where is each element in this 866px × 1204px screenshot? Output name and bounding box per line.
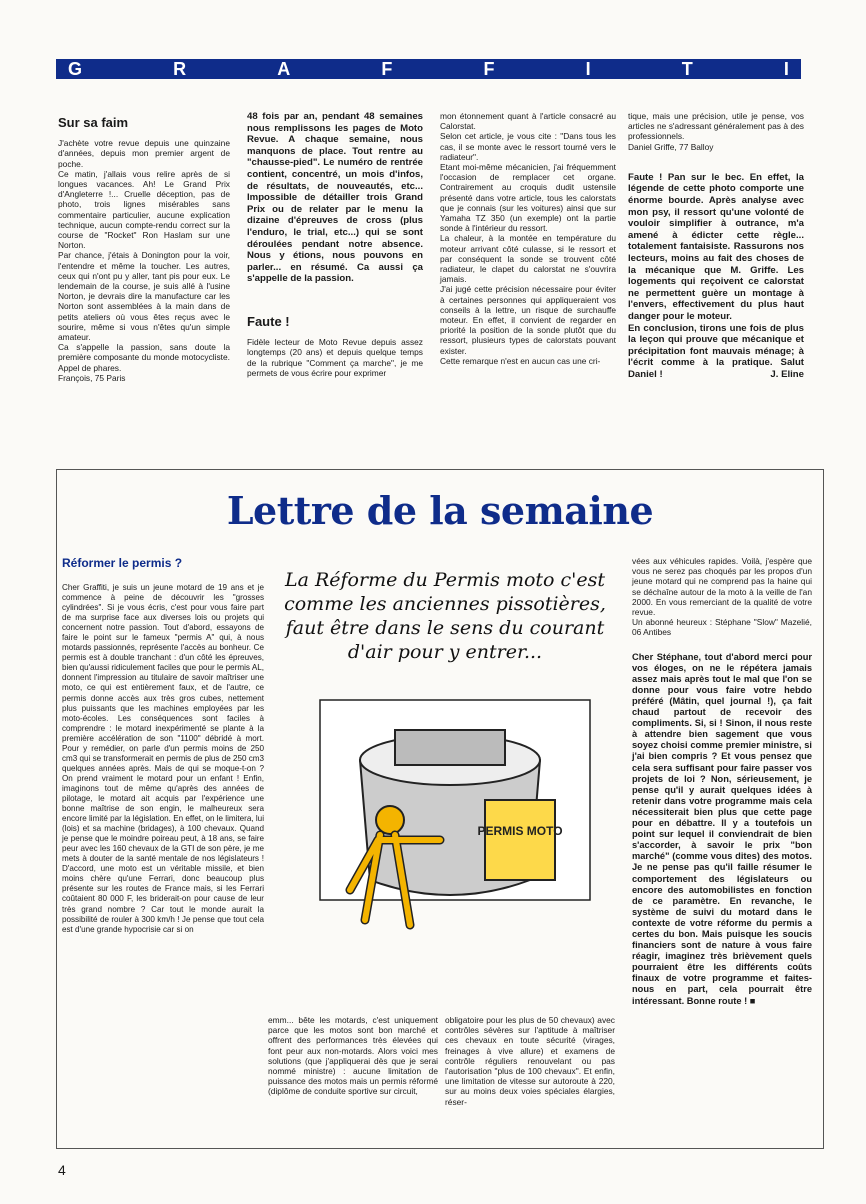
lettre-column-2 [268, 1015, 438, 1097]
lettre-column-1 [62, 583, 264, 935]
editor-signature: J. Eline [770, 368, 804, 380]
cartoon-illustration [300, 690, 600, 970]
lettre-column-4 [632, 556, 812, 1007]
paragraph: La chaleur, à la montée en température du moteur arrivant côté culasse, si le ressort et par conséquent la sonde se trouvent côté radiateur, le clapet du calorstat ne s'ouvrira jamais. [440, 233, 616, 285]
banner-letter: T [681, 58, 693, 79]
signature: Daniel Griffe, 77 Balloy [628, 141, 714, 152]
top-column-2 [247, 111, 423, 378]
paragraph: Cher Graffiti, je suis un jeune motard de 19 ans et je commence à peine de découvrir les "grosses cylindrées". Si je vous écris, c'est pour vous faire part de ma surprise face aux diverses lois ou projets qui concernent notre passion. Tout d'abord, essayons de faire le point sur le fameux "permis A" qui, à nous motards passionnés, représente l'accès au bonheur. Ce permis est à double tranchant : d'un côté les épreuves, bien qu'aussi ridiculement faciles que pour le permis AL, donnent l'impression au titulaire de savoir maîtriser une moto, ce qui est entièrement faux, et de l'autre, ce permis donne accès aux très gros cubes, nettement plus puissants que les machines employées par les moto-écoles. Les conséquences sont faciles à comprendre : le motard inexpérimenté se plante à la première accélération de son "1100" débridé à mort. Pour y remédier, on parle d'un permis moins de 250 cm3 qui se transformerait en permis de plus de 250 cm3 quelques années après. Mais de qui se moque-t-on ? On prend vraiment le motard pour un enfant ! Enfin, imaginons tout de même qu'après des années de pilotage, le motard ait acquis par l'expérience une bonne maîtrise de son engin, le malheureux sera encore limité par la législation. En effet, on le limitera, lui (lois) et sa machine (bridages), à 100 chevaux. Quand je pense que le moindre poireau peut, à 18 ans, se faire peur avec les 160 chevaux de la GTI de son père, je me mets à douter de la santé mentale de nos législateurs ! D'accord, une moto est un véritable missile, et bien moins chère qu'une Ferrari, donc beaucoup plus présente sur les routes de France mais, si les Ferrari coûtaient 80 000 F, les briderait-on pour cause de leur très grand nombre ? Car tout le monde aurait la possibilité de rouler à 300 km/h ! Je pense que tout cela est d'une grande hypocrisie car si on [62, 583, 264, 934]
editor-reply: Cher Stéphane, tout d'abord merci pour vos éloges, on ne le répétera jamais assez mais après tout le mal que l'on se donne pour vous faire votre hebdo préféré (Mâtin, quel journal !), ça fait chaud partout de recevoir des compliments. Si, si ! Sinon, il nous reste à attendre bien sagement que vous soyez choisi comme premier ministre, si j'ai bien compris ? Et vous pensez que cela sera suffisant pour faire passer vos projets de loi ? Non, sérieusement, je pense qu'il y aurait quelques idées à retenir dans votre programme mais cela nécessiterait bien plus que cette page pour en débattre. Il y a toutefois un point sur lequel il conviendrait de bien s'accorder, à savoir le prix "bon marché" (comme vous dites) des motos. Je ne pense pas qu'il faille résumer le comportement des législateurs ou encore des automobilistes en fonction de ce paramètre. En revanche, le système de suivi du motard dans le contexte de votre réforme du permis a certes du bon. Mais puisque les soucis financiers sont de nature à vous faire réagir, imaginez très brièvement quels pourraient être les différents coûts finaux de votre programme et faites-nous en part, cela pourrait être intéressant. Bonne route ! ■ [632, 651, 812, 1006]
article-title-faute: Faute ! [247, 313, 290, 329]
editor-reply: 48 fois par an, pendant 48 semaines nous remplissons les pages de Moto Revue. A chaque semaine, nous manquons de place. Tout rentre au "chausse-pied". Le numéro de rentrée contient, concentré, un mois d'infos, de résultats, de nouveautés, etc... Impossible de détailler trois Grand Prix ou de relater par le menu la dizaine d'épreuves de cross (plus l'enduro, le trial, etc...) qui se sont déroulées pendant notre absence. Nous y étions, nous pouvons en parler... en résumé. Ca aussi ça s'appelle de la passion. [247, 111, 423, 285]
paragraph: mon étonnement quant à l'article consacré au Calorstat. [440, 111, 616, 132]
cartoon-caption: La Réforme du Permis moto c'est comme les anciennes pissotières, faut être dans le sens du courant d'air pour y entrer... [284, 569, 606, 663]
top-column-3 [440, 111, 616, 366]
editor-reply: Faute ! Pan sur le bec. En effet, la légende de cette photo comporte une énorme bourde. Après analyse avec mon psy, il ressort qu'une volonté de vouloir simplifier à outrance, m'a amené à édicter cette règle... totalement fantaisiste. Rassurons nos lecteurs, moins au fait des choses de la mécanique que M. Griffe. Les logements qui reçoivent ce calorstat ne permettent guère un montage à l'envers, effectivement du plus haut danger pour le moteur. [628, 171, 804, 322]
paragraph: J'ai jugé cette précision nécessaire pour éviter à certaines personnes qui appliqueraient vos conseils à la lettre, un risque de surchauffe moteur. En effet, il convient de regarder en priorité la position de la sonde plutôt que du ressort, plusieurs types de calorstats pouvant exister. [440, 284, 616, 356]
signature: Un abonné heureux : Stéphane "Slow" Mazelié, 06 Antibes [632, 617, 812, 638]
paragraph: tique, mais une précision, utile je pense, vos articles ne s'adressant généralement pas à des professionnels. [628, 111, 804, 142]
banner-letter: A [277, 58, 291, 79]
graffiti-banner [56, 59, 801, 79]
banner-letter: F [381, 58, 393, 79]
paragraph: vées aux véhicules rapides. Voilà, j'espère que vous ne serez pas choqués par les propos d'un jeune motard qui ne comprend pas la haine qui se déchaîne autour de la moto à la veille de l'an 2000. En vous remerciant de la qualité de votre revue. [632, 556, 812, 618]
paragraph: Etant moi-même mécanicien, j'ai fréquemment l'occasion de remplacer cet organe. Contrairement au croquis dudit ustensile présenté dans votre article, tous les calorstats que je connais (sur les voitures) ainsi que sur Yamaha TZ 350 (un exemple) ont la partie sonde à l'intérieur du ressort. [440, 162, 616, 234]
top-column-4 [628, 111, 804, 381]
paragraph: emm... bête les motards, c'est uniquement parce que les motos sont bon marché et offrent des performances très élevées qui font peur aux non-motards. Alors voici mes solutions (que j'appliquerai dès que je serai nommé ministre) : aucune limitation de puissance des motos mais un permis réformé (diplôme de conduite sportive sur circuit, [268, 1015, 438, 1097]
lettre-subheading: Réformer le permis ? [62, 556, 183, 570]
top-column-1 [58, 115, 230, 383]
paragraph: Ca s'appelle la passion, sans doute la première composante du monde motocycliste. Appel de phares. [58, 342, 230, 373]
banner-letter: G [68, 58, 83, 79]
article-title-sur-sa-faim: Sur sa faim [58, 115, 129, 130]
banner-letter: I [783, 58, 789, 79]
lettre-heading: Lettre de la semaine [226, 488, 654, 533]
editor-reply-conclusion: En conclusion, tirons une fois de plus la leçon qui prouve que mécanique et précipitation font mauvais ménage; à l'écrit comme à la pratique. Salut Daniel ! J. Eline [628, 322, 804, 380]
signature: François, 75 Paris [58, 372, 126, 383]
paragraph: Cette remarque n'est en aucun cas une cri- [440, 355, 601, 366]
sign-text: PERMIS MOTO [477, 824, 563, 838]
paragraph: Fidèle lecteur de Moto Revue depuis assez longtemps (20 ans) et depuis quelque temps de la rubrique "Comment ça marche", je me permets de vous écrire pour exprimer [247, 337, 423, 378]
banner-letter: F [483, 58, 495, 79]
banner-letter: R [173, 58, 187, 79]
paragraph: Par chance, j'étais à Donington pour la voir, l'entendre et même la toucher. Les autres, ceux qui n'ont pu y aller, tant pis pour eux. Le lendemain de la course, je suis allé à l'usine Norton, je devrais dire la manufacture car les Norton sont assemblées à la main dans de petits ateliers où vous êtes reçus avec le sourire, même si vous n'êtes qu'un simple amateur. [58, 250, 230, 343]
paragraph: Selon cet article, je vous cite : "Dans tous les cas, il se monte avec le ressort tourné vers le radiateur". [440, 131, 616, 162]
paragraph: J'achète votre revue depuis une quinzaine d'années, depuis mon premier argent de poche. [58, 138, 230, 169]
paragraph: obligatoire pour les plus de 50 chevaux) avec contrôles sévères sur l'aptitude à maîtriser ces chevaux en toute sécurité (virages, freinages à vive allure) et examens de contrôle réguliers renouvelant ou pas l'autorisation "plus de 100 chevaux". Et enfin, une limitation de vitesse sur autoroute à 220, sur au moins deux voies spéciales élargies, réser- [445, 1015, 615, 1107]
paragraph: Ce matin, j'allais vous relire après de si longues vacances. Ah! Le Grand Prix d'Angleterre !... Cruelle déception, pas de photo, trois lignes misérables sans commentaire particulier, aucune explication technique, aucun compte-rendu correct sur la course de "Rocket" Ron Haslam sur une Norton. [58, 168, 230, 251]
lettre-column-3 [445, 1015, 615, 1107]
banner-letter: I [585, 58, 591, 79]
page-number: 4 [58, 1162, 66, 1178]
permis-sign [477, 800, 562, 880]
